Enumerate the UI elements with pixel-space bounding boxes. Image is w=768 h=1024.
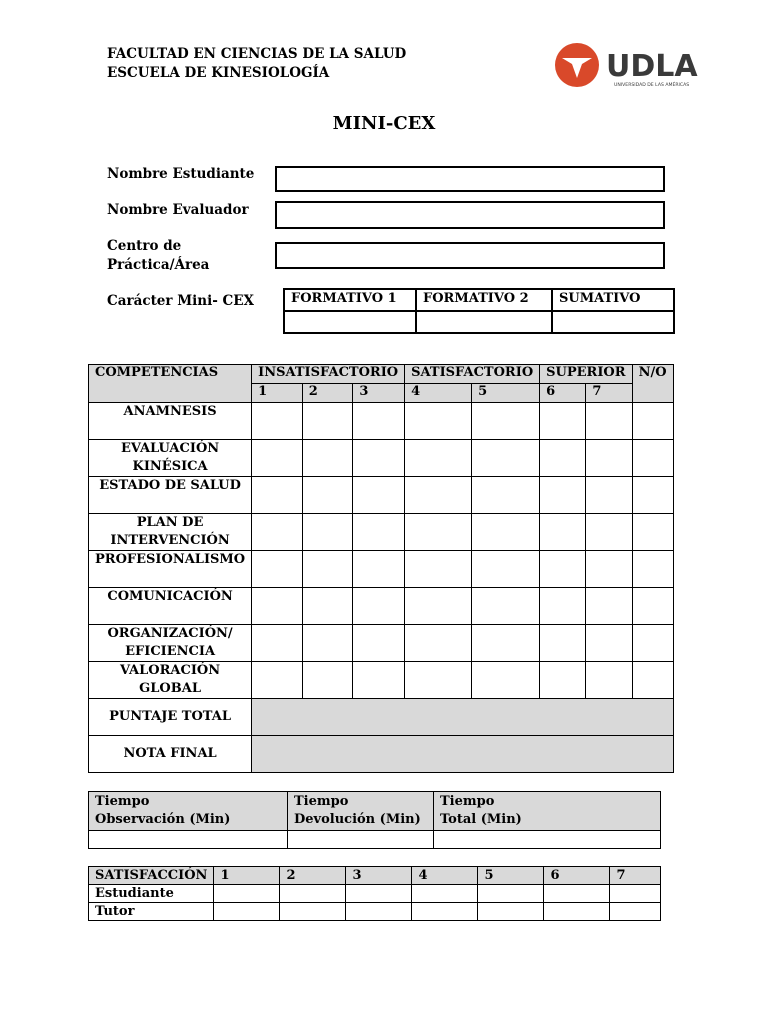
score-cell[interactable] (302, 588, 353, 625)
score-cell[interactable] (540, 551, 586, 588)
score-header: 3 (353, 384, 405, 403)
competencia-row (89, 625, 674, 662)
sat-score-header: 6 (544, 867, 610, 885)
no-header: N/O (632, 365, 673, 403)
satisfaccion-cell[interactable] (610, 885, 661, 903)
no-cell[interactable] (632, 625, 673, 662)
score-cell[interactable] (405, 477, 472, 514)
evaluator-name-label: Nombre Evaluador (107, 202, 249, 218)
logo-subtext: UNIVERSIDAD DE LAS AMÉRICAS (614, 83, 690, 88)
competencia-label (89, 440, 252, 477)
score-cell[interactable] (472, 477, 540, 514)
score-cell[interactable] (472, 440, 540, 477)
competencia-label (89, 551, 252, 588)
score-header: 7 (586, 384, 632, 403)
tiempo-total-header (434, 792, 661, 831)
satisfaccion-cell[interactable] (412, 903, 478, 921)
satisfaccion-cell[interactable] (478, 903, 544, 921)
no-cell[interactable] (632, 403, 673, 440)
score-cell[interactable] (540, 588, 586, 625)
competencia-row (89, 588, 674, 625)
sat-score-header: 1 (214, 867, 280, 885)
competencia-row (89, 514, 674, 551)
score-cell[interactable] (405, 514, 472, 551)
score-cell[interactable] (302, 662, 353, 699)
udla-logo (548, 42, 704, 90)
score-cell[interactable] (586, 477, 632, 514)
no-cell[interactable] (632, 440, 673, 477)
score-cell[interactable] (252, 403, 303, 440)
caracter-table (283, 288, 675, 334)
competencia-row (89, 440, 674, 477)
sat-score-header: 4 (412, 867, 478, 885)
score-cell[interactable] (540, 514, 586, 551)
satisfaccion-cell[interactable] (280, 903, 346, 921)
competencia-label-line: VALORACIÓN (119, 663, 221, 678)
satisfaccion-cell[interactable] (610, 903, 661, 921)
sumativo-checkbox[interactable] (552, 311, 674, 333)
score-cell[interactable] (353, 440, 405, 477)
nota-final-label: NOTA FINAL (89, 736, 252, 773)
logo-text: UDLA (606, 49, 698, 84)
tiempo-table (88, 791, 661, 849)
score-cell[interactable] (586, 662, 632, 699)
competencia-label (89, 477, 252, 514)
faculty-name: FACULTAD EN CIENCIAS DE LA SALUD (107, 46, 407, 62)
competencia-label-line: ORGANIZACIÓN/ (107, 626, 233, 641)
score-header: 2 (302, 384, 353, 403)
score-cell[interactable] (252, 625, 303, 662)
score-cell[interactable] (405, 440, 472, 477)
score-cell[interactable] (353, 477, 405, 514)
satisfaccion-row-label: Estudiante (89, 885, 214, 903)
caracter-label: Carácter Mini- CEX (107, 293, 255, 309)
tiempo-observacion-header (89, 792, 288, 831)
score-cell[interactable] (353, 403, 405, 440)
score-cell[interactable] (302, 551, 353, 588)
competencia-row (89, 662, 674, 699)
satisfaccion-rows (89, 885, 661, 921)
no-cell[interactable] (632, 588, 673, 625)
competencia-label-line: COMUNICACIÓN (107, 589, 233, 604)
no-cell[interactable] (632, 514, 673, 551)
tiempo-total-field[interactable] (434, 831, 661, 849)
sat-score-header: 7 (610, 867, 661, 885)
satisfactorio-header: SATISFACTORIO (405, 365, 540, 384)
competencia-row (89, 551, 674, 588)
score-cell[interactable] (405, 551, 472, 588)
competencia-label-line: PROFESIONALISMO (95, 552, 246, 567)
score-cell[interactable] (302, 440, 353, 477)
sat-score-header: 5 (478, 867, 544, 885)
no-cell[interactable] (632, 551, 673, 588)
sat-score-header: 2 (280, 867, 346, 885)
puntaje-total-label: PUNTAJE TOTAL (89, 699, 252, 736)
score-cell[interactable] (353, 551, 405, 588)
page-title: MINI-CEX (332, 113, 436, 134)
competencia-label-line: EFICIENCIA (125, 644, 216, 659)
satisfaccion-cell[interactable] (544, 903, 610, 921)
score-cell[interactable] (472, 625, 540, 662)
score-cell[interactable] (252, 514, 303, 551)
competencias-rows (89, 403, 674, 699)
tiempo-observacion-field[interactable] (89, 831, 288, 849)
no-cell[interactable] (632, 662, 673, 699)
competencia-row (89, 403, 674, 440)
centro-field[interactable] (275, 242, 665, 269)
satisfaccion-cell[interactable] (214, 903, 280, 921)
score-header: 6 (540, 384, 586, 403)
nota-final-field[interactable] (252, 736, 673, 773)
sumativo-option: SUMATIVO (552, 289, 674, 311)
score-cell[interactable] (405, 403, 472, 440)
tiempo-devolucion-field[interactable] (288, 831, 434, 849)
score-cell[interactable] (540, 440, 586, 477)
score-cell[interactable] (586, 403, 632, 440)
score-cell[interactable] (353, 588, 405, 625)
satisfaccion-cell[interactable] (478, 885, 544, 903)
competencia-label-line: INTERVENCIÓN (110, 533, 230, 548)
competencia-label (89, 514, 252, 551)
score-cell[interactable] (586, 625, 632, 662)
satisfaccion-row (89, 885, 661, 903)
no-cell[interactable] (632, 477, 673, 514)
competencia-row (89, 477, 674, 514)
score-cell[interactable] (540, 403, 586, 440)
score-cell[interactable] (302, 477, 353, 514)
score-cell[interactable] (252, 588, 303, 625)
score-cell[interactable] (586, 514, 632, 551)
tiempo-observacion-line2: Observación (Min) (95, 812, 231, 827)
insatisfactorio-header: INSATISFACTORIO (252, 365, 405, 384)
score-cell[interactable] (472, 514, 540, 551)
student-name-label: Nombre Estudiante (107, 166, 255, 182)
competencia-label (89, 403, 252, 440)
score-cell[interactable] (540, 477, 586, 514)
satisfaccion-cell[interactable] (412, 885, 478, 903)
tiempo-total-line2: Total (Min) (440, 812, 522, 827)
satisfaccion-cell[interactable] (346, 885, 412, 903)
competencias-header: COMPETENCIAS (89, 365, 252, 403)
satisfaccion-row-label: Tutor (89, 903, 214, 921)
satisfaccion-table (88, 866, 661, 921)
header-text (107, 45, 406, 83)
school-name: ESCUELA DE KINESIOLOGÍA (107, 65, 330, 81)
competencia-label-line: PLAN DE (136, 515, 204, 530)
centro-label (107, 237, 209, 275)
score-cell[interactable] (540, 662, 586, 699)
competencia-label (89, 588, 252, 625)
formativo-2-checkbox[interactable] (416, 311, 552, 333)
score-cell[interactable] (540, 625, 586, 662)
competencia-label-line: ANAMNESIS (123, 404, 217, 419)
score-cell[interactable] (405, 588, 472, 625)
competencia-label-line: ESTADO DE SALUD (99, 478, 241, 493)
score-header: 5 (472, 384, 540, 403)
competencia-label (89, 625, 252, 662)
score-cell[interactable] (472, 403, 540, 440)
score-header: 1 (252, 384, 303, 403)
score-cell[interactable] (302, 625, 353, 662)
tiempo-observacion-line1: Tiempo (95, 794, 150, 809)
competencia-label-line: GLOBAL (139, 681, 201, 696)
student-name-field[interactable] (275, 166, 665, 192)
centro-label-line2: Práctica/Área (107, 257, 210, 273)
formativo-1-checkbox[interactable] (284, 311, 416, 333)
superior-header: SUPERIOR (540, 365, 632, 384)
score-cell[interactable] (472, 551, 540, 588)
score-cell[interactable] (472, 662, 540, 699)
satisfaccion-cell[interactable] (280, 885, 346, 903)
score-cell[interactable] (252, 440, 303, 477)
tiempo-devolucion-header (288, 792, 434, 831)
score-cell[interactable] (405, 625, 472, 662)
puntaje-total-field[interactable] (252, 699, 673, 736)
sat-score-header: 3 (346, 867, 412, 885)
tiempo-total-line1: Tiempo (440, 794, 495, 809)
competencia-label-line: KINÉSICA (132, 459, 208, 474)
score-cell[interactable] (472, 588, 540, 625)
centro-label-line1: Centro de (107, 238, 182, 254)
competencias-table (88, 364, 674, 773)
score-cell[interactable] (586, 551, 632, 588)
score-cell[interactable] (353, 514, 405, 551)
puntaje-total-row (89, 699, 674, 736)
score-cell[interactable] (586, 440, 632, 477)
evaluator-name-field[interactable] (275, 201, 665, 229)
score-cell[interactable] (586, 588, 632, 625)
satisfaccion-row (89, 903, 661, 921)
score-cell[interactable] (252, 551, 303, 588)
satisfaccion-cell[interactable] (346, 903, 412, 921)
formativo-1-option: FORMATIVO 1 (284, 289, 416, 311)
score-header: 4 (405, 384, 472, 403)
competencia-label (89, 662, 252, 699)
satisfaccion-header: SATISFACCIÓN (89, 867, 214, 885)
score-cell[interactable] (252, 662, 303, 699)
nota-final-row (89, 736, 674, 773)
score-cell[interactable] (302, 403, 353, 440)
score-cell[interactable] (252, 477, 303, 514)
score-cell[interactable] (405, 662, 472, 699)
satisfaccion-cell[interactable] (544, 885, 610, 903)
competencia-label-line: EVALUACIÓN (120, 441, 220, 456)
score-cell[interactable] (302, 514, 353, 551)
score-cell[interactable] (353, 625, 405, 662)
tiempo-devolucion-line2: Devolución (Min) (294, 812, 421, 827)
score-cell[interactable] (353, 662, 405, 699)
satisfaccion-cell[interactable] (214, 885, 280, 903)
tiempo-devolucion-line1: Tiempo (294, 794, 349, 809)
formativo-2-option: FORMATIVO 2 (416, 289, 552, 311)
